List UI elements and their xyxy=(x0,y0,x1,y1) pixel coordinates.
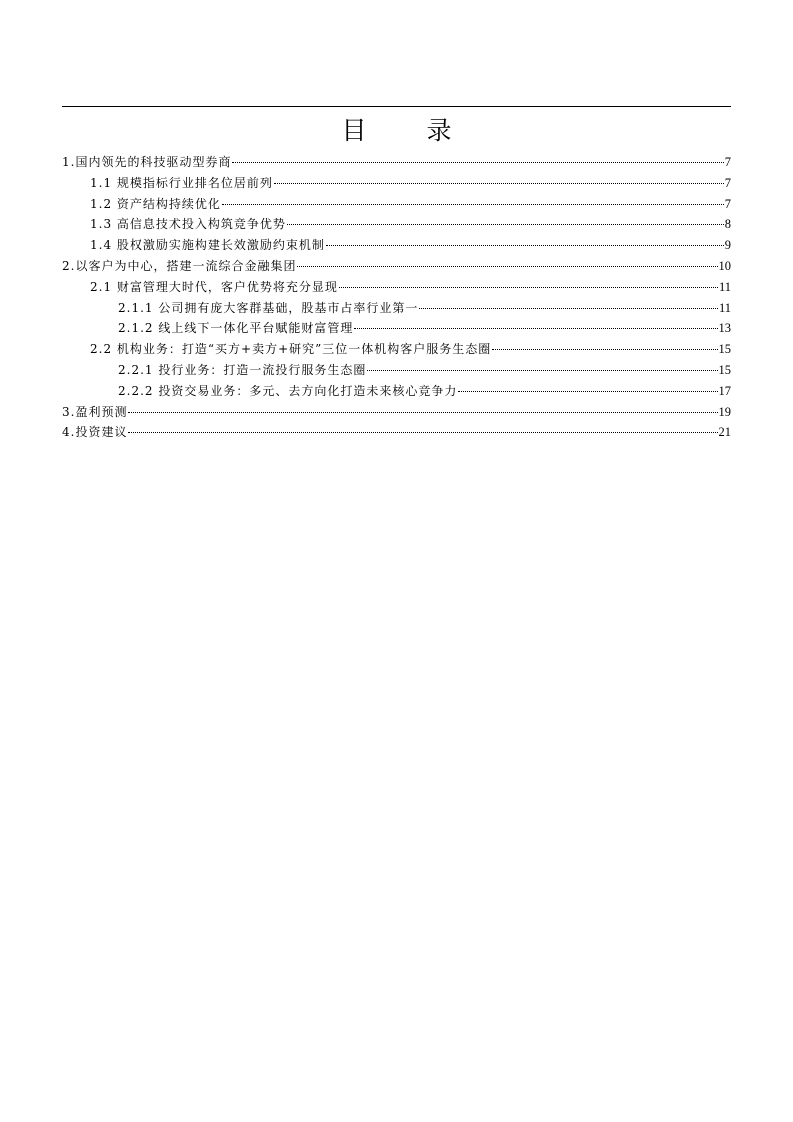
toc-page-number: 7 xyxy=(724,155,731,169)
toc-page-number: 10 xyxy=(718,258,731,273)
toc-entry-text: 2.1.1 公司拥有庞大客群基础，股基市占率行业第一 xyxy=(118,300,419,315)
toc-entry[interactable] xyxy=(62,422,731,443)
toc-entry[interactable] xyxy=(62,152,731,173)
toc-entry-text: 1.2 资产结构持续优化 xyxy=(90,196,221,211)
toc-page-number: 9 xyxy=(724,238,731,253)
toc-entry[interactable] xyxy=(62,194,731,215)
toc-dot-leader xyxy=(354,328,717,329)
toc-dot-leader xyxy=(128,432,717,433)
toc-dot-leader xyxy=(458,391,717,392)
toc-dot-leader xyxy=(222,204,724,205)
toc-page-number: 15 xyxy=(718,342,731,357)
toc-title: 目 录 xyxy=(341,116,478,145)
toc-entry-text: 2.以客户为中心，搭建一流综合金融集团 xyxy=(62,258,297,273)
toc-dot-leader xyxy=(492,349,717,350)
toc-page-number: 11 xyxy=(718,279,731,294)
toc-entry-text: 2.2.2 投资交易业务：多元、去方向化打造未来核心竞争力 xyxy=(118,383,458,398)
toc-entry[interactable] xyxy=(62,339,731,360)
toc-dot-leader xyxy=(274,183,724,184)
toc-entry-text: 2.2.1 投行业务：打造一流投行服务生态圈 xyxy=(118,362,367,377)
toc-entry-text: 1.1 规模指标行业排名位居前列 xyxy=(90,175,273,190)
toc-page-number: 13 xyxy=(718,321,731,336)
toc-page-number: 21 xyxy=(718,425,731,440)
toc-dot-leader xyxy=(287,224,724,225)
toc-page-number: 11 xyxy=(718,300,731,315)
toc-dot-leader xyxy=(367,370,717,371)
toc-entry-text: 4.投资建议 xyxy=(62,425,128,440)
toc-entry-text: 2.1.2 线上线下一体化平台赋能财富管理 xyxy=(118,321,354,336)
toc-page-number: 15 xyxy=(718,362,731,377)
toc-list xyxy=(62,152,731,443)
toc-entry-text: 3.盈利预测 xyxy=(62,404,128,419)
toc-entry[interactable] xyxy=(62,256,731,277)
toc-dot-leader xyxy=(232,162,723,163)
toc-dot-leader xyxy=(326,245,724,246)
toc-entry[interactable] xyxy=(62,402,731,423)
toc-page-number: 7 xyxy=(724,196,731,211)
toc-dot-leader xyxy=(297,266,717,267)
header-rule xyxy=(62,106,731,107)
toc-entry[interactable] xyxy=(62,214,731,235)
toc-dot-leader xyxy=(128,412,717,413)
toc-entry-text: 2.1 财富管理大时代，客户优势将充分显现 xyxy=(90,279,338,294)
toc-entry[interactable] xyxy=(62,235,731,256)
toc-entry[interactable] xyxy=(62,381,731,402)
toc-entry[interactable] xyxy=(62,298,731,319)
toc-page-number: 19 xyxy=(718,404,731,419)
toc-entry-text: 1.国内领先的科技驱动型券商 xyxy=(62,155,232,169)
toc-entry[interactable] xyxy=(62,318,731,339)
toc-entry-text: 1.3 高信息技术投入构筑竞争优势 xyxy=(90,217,286,232)
toc-dot-leader xyxy=(419,308,718,309)
toc-entry[interactable] xyxy=(62,173,731,194)
toc-page-number: 8 xyxy=(724,217,731,232)
toc-page-number: 17 xyxy=(718,383,731,398)
toc-entry[interactable] xyxy=(62,360,731,381)
toc-entry-text: 1.4 股权激励实施构建长效激励约束机制 xyxy=(90,238,325,253)
toc-entry[interactable] xyxy=(62,277,731,298)
toc-page-number: 7 xyxy=(724,175,731,190)
toc-entry-text: 2.2 机构业务：打造“买方+卖方+研究”三位一体机构客户服务生态圈 xyxy=(90,342,492,357)
toc-dot-leader xyxy=(339,287,718,288)
